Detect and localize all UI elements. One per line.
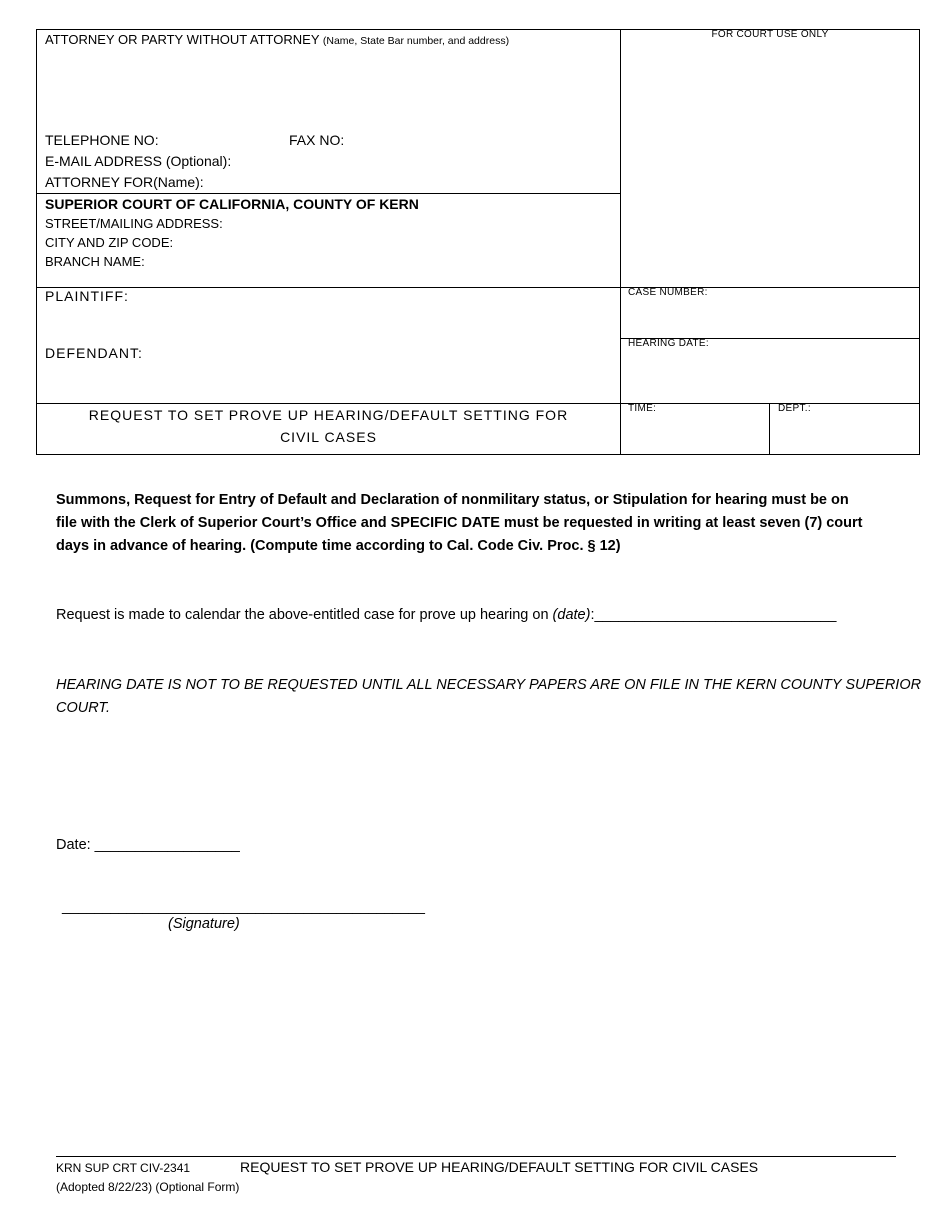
caption-divider-vertical [620,29,621,455]
plaintiff-label: PLAINTIFF: [45,288,129,304]
hearing-date-label: HEARING DATE: [628,338,709,349]
city-zip-label: CITY AND ZIP CODE: [45,235,174,250]
warning-line-1: HEARING DATE IS NOT TO BE REQUESTED UNTIL ALL NECESSARY PAPERS ARE ON FILE IN THE KERN COUNTY SUPERIOR [56,677,922,693]
warning-paragraph [56,674,922,720]
dept-label: DEPT.: [778,403,811,414]
telephone-label: TELEPHONE NO: [45,132,159,148]
fax-label: FAX NO: [289,132,345,148]
form-title-line-1: REQUEST TO SET PROVE UP HEARING/DEFAULT SETTING FOR [88,407,569,423]
request-text: Request is made to calendar the above-entitled case for prove up hearing on [56,607,553,623]
court-use-only-label: FOR COURT USE ONLY [711,29,829,40]
footer-rule [56,1156,896,1157]
attorney-heading [45,32,509,47]
form-title-line-2: CIVIL CASES [280,429,377,445]
signature-line[interactable]: _____________________________________________ [62,899,425,915]
branch-name-label: BRANCH NAME: [45,254,145,269]
request-date-label: (date) [552,607,591,623]
attorney-heading-note: (Name, State Bar number, and address) [322,35,510,47]
court-name: SUPERIOR COURT OF CALIFORNIA, COUNTY OF KERN [45,196,419,212]
instructions-line-3: days in advance of hearing. (Compute time according to Cal. Code Civ. Proc. § 12) [56,538,621,554]
attorney-for-label: ATTORNEY FOR(Name): [45,174,204,190]
form-title [37,404,620,448]
instructions-paragraph [56,489,916,558]
request-line [56,604,836,627]
email-label: E-MAIL ADDRESS (Optional): [45,153,232,169]
footer-adopted: (Adopted 8/22/23) (Optional Form) [56,1180,240,1194]
footer-form-title: REQUEST TO SET PROVE UP HEARING/DEFAULT SETTING FOR CIVIL CASES [240,1159,759,1175]
signature-label: (Signature) [168,916,240,932]
attorney-bottom-rule [36,193,621,194]
attorney-heading-label: ATTORNEY OR PARTY WITHOUT ATTORNEY [45,32,320,47]
warning-line-2: COURT. [56,700,110,716]
street-address-label: STREET/MAILING ADDRESS: [45,216,223,231]
date-field[interactable]: Date: __________________ [56,837,240,853]
instructions-line-2: file with the Clerk of Superior Court’s Office and SPECIFIC DATE must be requested in writing at least seven (7) court [56,515,863,531]
time-dept-divider [769,403,770,455]
time-label: TIME: [628,403,657,414]
court-bottom-rule [36,287,920,288]
footer-form-code: KRN SUP CRT CIV-2341 [56,1161,191,1175]
instructions-line-1: Summons, Request for Entry of Default and Declaration of nonmilitary status, or Stipulation for hearing must be on [56,492,849,508]
defendant-label: DEFENDANT: [45,345,143,361]
request-date-blank[interactable]: :______________________________ [590,607,837,623]
case-number-label: CASE NUMBER: [628,287,708,298]
